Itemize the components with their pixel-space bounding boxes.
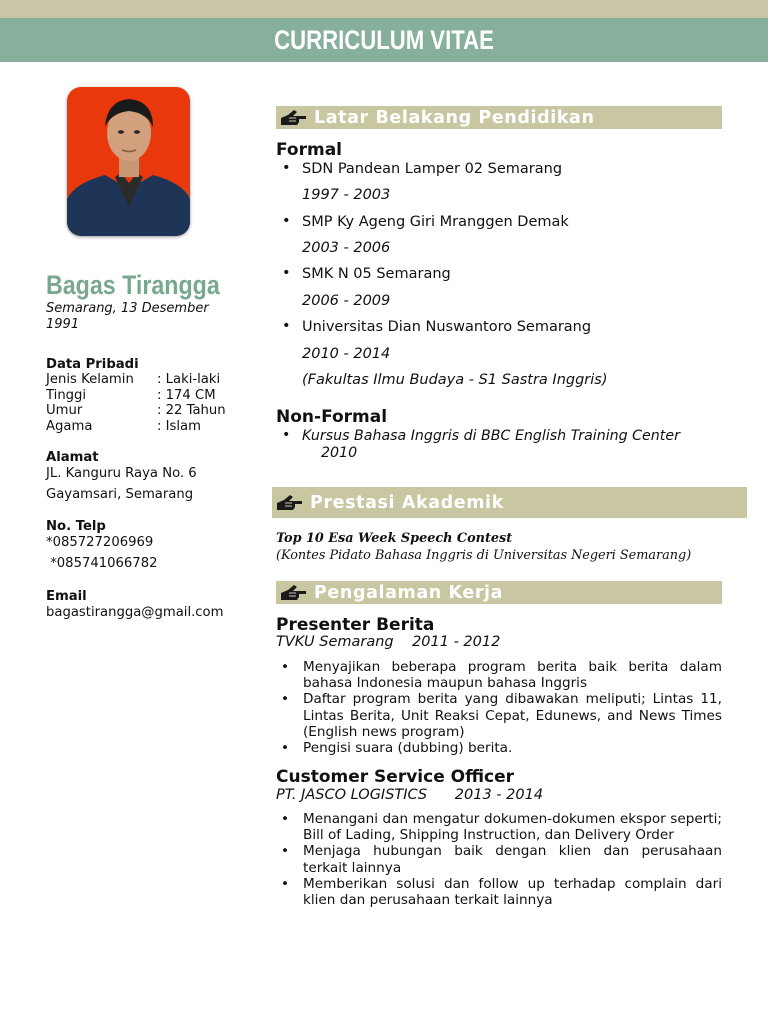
hand-pointing-icon <box>280 109 308 126</box>
education-title: Latar Belakang Pendidikan <box>314 107 595 128</box>
bullet: • <box>281 659 290 675</box>
nonformal-year: 2010 <box>321 445 358 461</box>
education-header <box>276 106 722 129</box>
address-line-1: JL. Kanguru Raya No. 6 <box>46 466 197 481</box>
bullet: • <box>281 691 290 708</box>
school-item: • Universitas Dian Nuswantoro Semarang <box>282 318 592 335</box>
address-line-2: Gayamsari, Semarang <box>46 487 194 502</box>
birth-line-2: 1991 <box>46 317 80 332</box>
list-item: • Pengisi suara (dubbing) berita. <box>281 740 513 757</box>
work-header <box>276 581 722 604</box>
phone-line-2: *085741066782 <box>46 556 158 571</box>
job-company: PT. JASCO LOGISTICS 2013 - 2014 <box>276 787 544 803</box>
bullet: • <box>282 427 291 443</box>
job-role: Presenter Berita <box>276 615 435 635</box>
school-years: 2003 - 2006 <box>302 240 391 256</box>
page-title: CURRICULUM VITAE <box>274 24 494 55</box>
work-title: Pengalaman Kerja <box>314 582 504 603</box>
phone-line-1: *085727206969 <box>46 535 154 550</box>
address-label: Alamat <box>46 450 99 465</box>
formal-label: Formal <box>276 140 342 160</box>
email-label: Email <box>46 589 87 604</box>
school-years: 2010 - 2014 <box>302 346 391 362</box>
school-item: • SDN Pandean Lamper 02 Semarang <box>282 160 563 177</box>
job-duties <box>276 659 722 756</box>
personal-row: Tinggi : 174 CM <box>46 387 216 403</box>
profile-photo <box>67 87 190 236</box>
list-item: • Menangani dan mengatur dokumen-dokumen ekspor seperti; Bill of Lading, Shipping Instruction, dan Delivery Order <box>281 811 722 844</box>
list-item: • Memberikan solusi dan follow up terhadap complain dari klien dan perusahaan terkait lainnya <box>281 875 722 909</box>
school-item: • SMP Ky Ageng Giri Mranggen Demak <box>282 213 569 230</box>
email-value: bagastirangga@gmail.com <box>46 605 224 620</box>
bullet: • <box>282 318 291 334</box>
personal-label: Data Pribadi <box>46 357 139 372</box>
list-item: • Menyajikan beberapa program berita baik berita dalam bahasa Indonesia maupun bahasa Inggris <box>281 659 722 692</box>
personal-row: Agama : Islam <box>46 418 201 434</box>
job-company: TVKU Semarang 2011 - 2012 <box>276 634 501 650</box>
school-note: (Fakultas Ilmu Budaya - S1 Sastra Inggris) <box>302 372 608 388</box>
school-item: • SMK N 05 Semarang <box>282 265 451 282</box>
school-years: 1997 - 2003 <box>302 187 391 203</box>
bullet: • <box>282 213 291 229</box>
job-role: Customer Service Officer <box>276 767 515 787</box>
nonformal-label: Non-Formal <box>276 407 388 427</box>
list-item: • Menjaga hubungan baik dengan klien dan perusahaan terkait lainnya <box>281 843 722 876</box>
achievement-title: Prestasi Akademik <box>310 492 504 513</box>
bullet: • <box>281 875 290 892</box>
achievement-header <box>272 487 747 518</box>
job-duties <box>276 811 722 908</box>
achievement-line-2: (Kontes Pidato Bahasa Inggris di Universitas Negeri Semarang) <box>276 548 692 563</box>
hand-pointing-icon <box>280 584 308 601</box>
achievement-line-1: Top 10 Esa Week Speech Contest <box>276 531 513 546</box>
person-name: Bagas Tirangga <box>46 270 220 300</box>
bullet: • <box>282 265 291 281</box>
birth-line-1: Semarang, 13 Desember <box>46 301 209 316</box>
left-column <box>46 270 246 621</box>
bullet: • <box>281 843 290 860</box>
title-banner <box>0 18 768 62</box>
bullet: • <box>282 160 291 176</box>
personal-row: Jenis Kelamin : Laki-laki <box>46 372 221 387</box>
personal-row: Umur : 22 Tahun <box>46 403 226 418</box>
top-strip <box>0 0 768 18</box>
hand-pointing-icon <box>276 494 304 511</box>
bullet: • <box>281 740 290 757</box>
list-item: • Daftar program berita yang dibawakan meliputi; Lintas 11, Lintas Berita, Unit Reaksi Cepat, Edunews, and News Times (English news program) <box>281 691 722 740</box>
school-years: 2006 - 2009 <box>302 293 391 309</box>
phone-label: No. Telp <box>46 519 106 534</box>
nonformal-item: • Kursus Bahasa Inggris di BBC English Training Center <box>282 427 680 444</box>
bullet: • <box>281 811 290 827</box>
